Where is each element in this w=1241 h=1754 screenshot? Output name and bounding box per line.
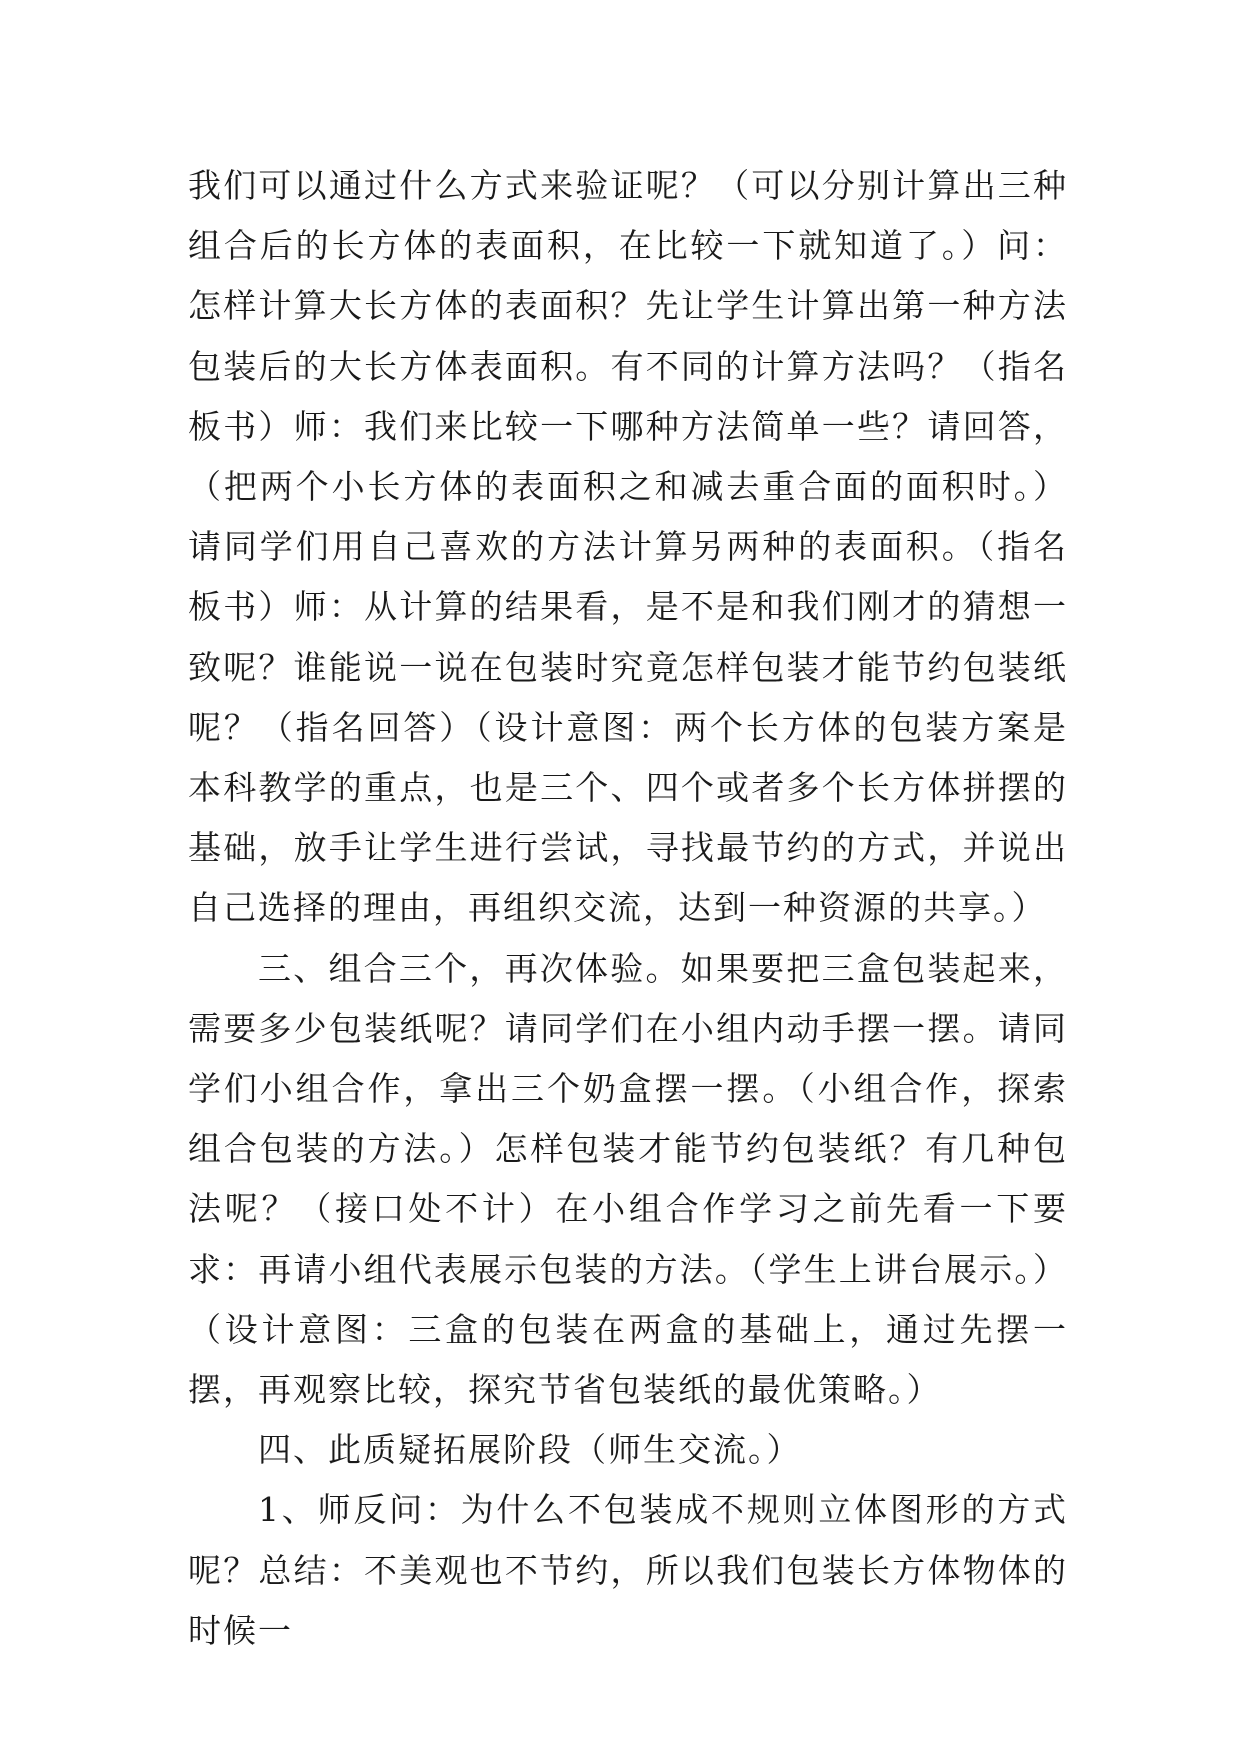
paragraph-verification: 我们可以通过什么方式来验证呢？（可以分别计算出三种组合后的长方体的表面积，在比较一下就知道了。）问：怎样计算大长方体的表面积？先让学生计算出第一种方法包装后的大长方体表面积。有不同的计算方法吗？（指名板书）师：我们来比较一下哪种方法简单一些？请回答，（把两个小长方体的表面积之和减去重合面的面积时。）请同学们用自己喜欢的方法计算另两种的表面积。（指名板书）师：从计算的结果看，是不是和我们刚才的猜想一致呢？谁能说一说在包装时究竟怎样包装才能节约包装纸呢？（指名回答）（设计意图：两个长方体的包装方案是本科教学的重点，也是三个、四个或者多个长方体拼摆的基础，放手让学生进行尝试，寻找最节约的方式，并说出自己选择的理由，再组织交流，达到一种资源的共享。）: [188, 166, 1068, 928]
paragraph-section-three: 三、组合三个，再次体验。如果要把三盒包装起来，需要多少包装纸呢？请同学们在小组内动手摆一摆。请同学们小组合作，拿出三个奶盒摆一摆。（小组合作，探索组合包装的方法。）怎样包装才能节约包装纸？有几种包法呢？（接口处不计）在小组合作学习之前先看一下要求：再请小组代表展示包装的方法。（学生上讲台展示。）（设计意图：三盒的包装在两盒的基础上，通过先摆一摆，再观察比较，探究节省包装纸的最优策略。）: [188, 948, 1068, 1410]
document-body: [188, 156, 1068, 1661]
paragraph-section-four-heading: 四、此质疑拓展阶段（师生交流。）: [258, 1430, 802, 1470]
paragraph-item-one: 1、师反问：为什么不包装成不规则立体图形的方式呢？总结：不美观也不节约，所以我们包装长方体物体的时候一: [188, 1490, 1068, 1650]
